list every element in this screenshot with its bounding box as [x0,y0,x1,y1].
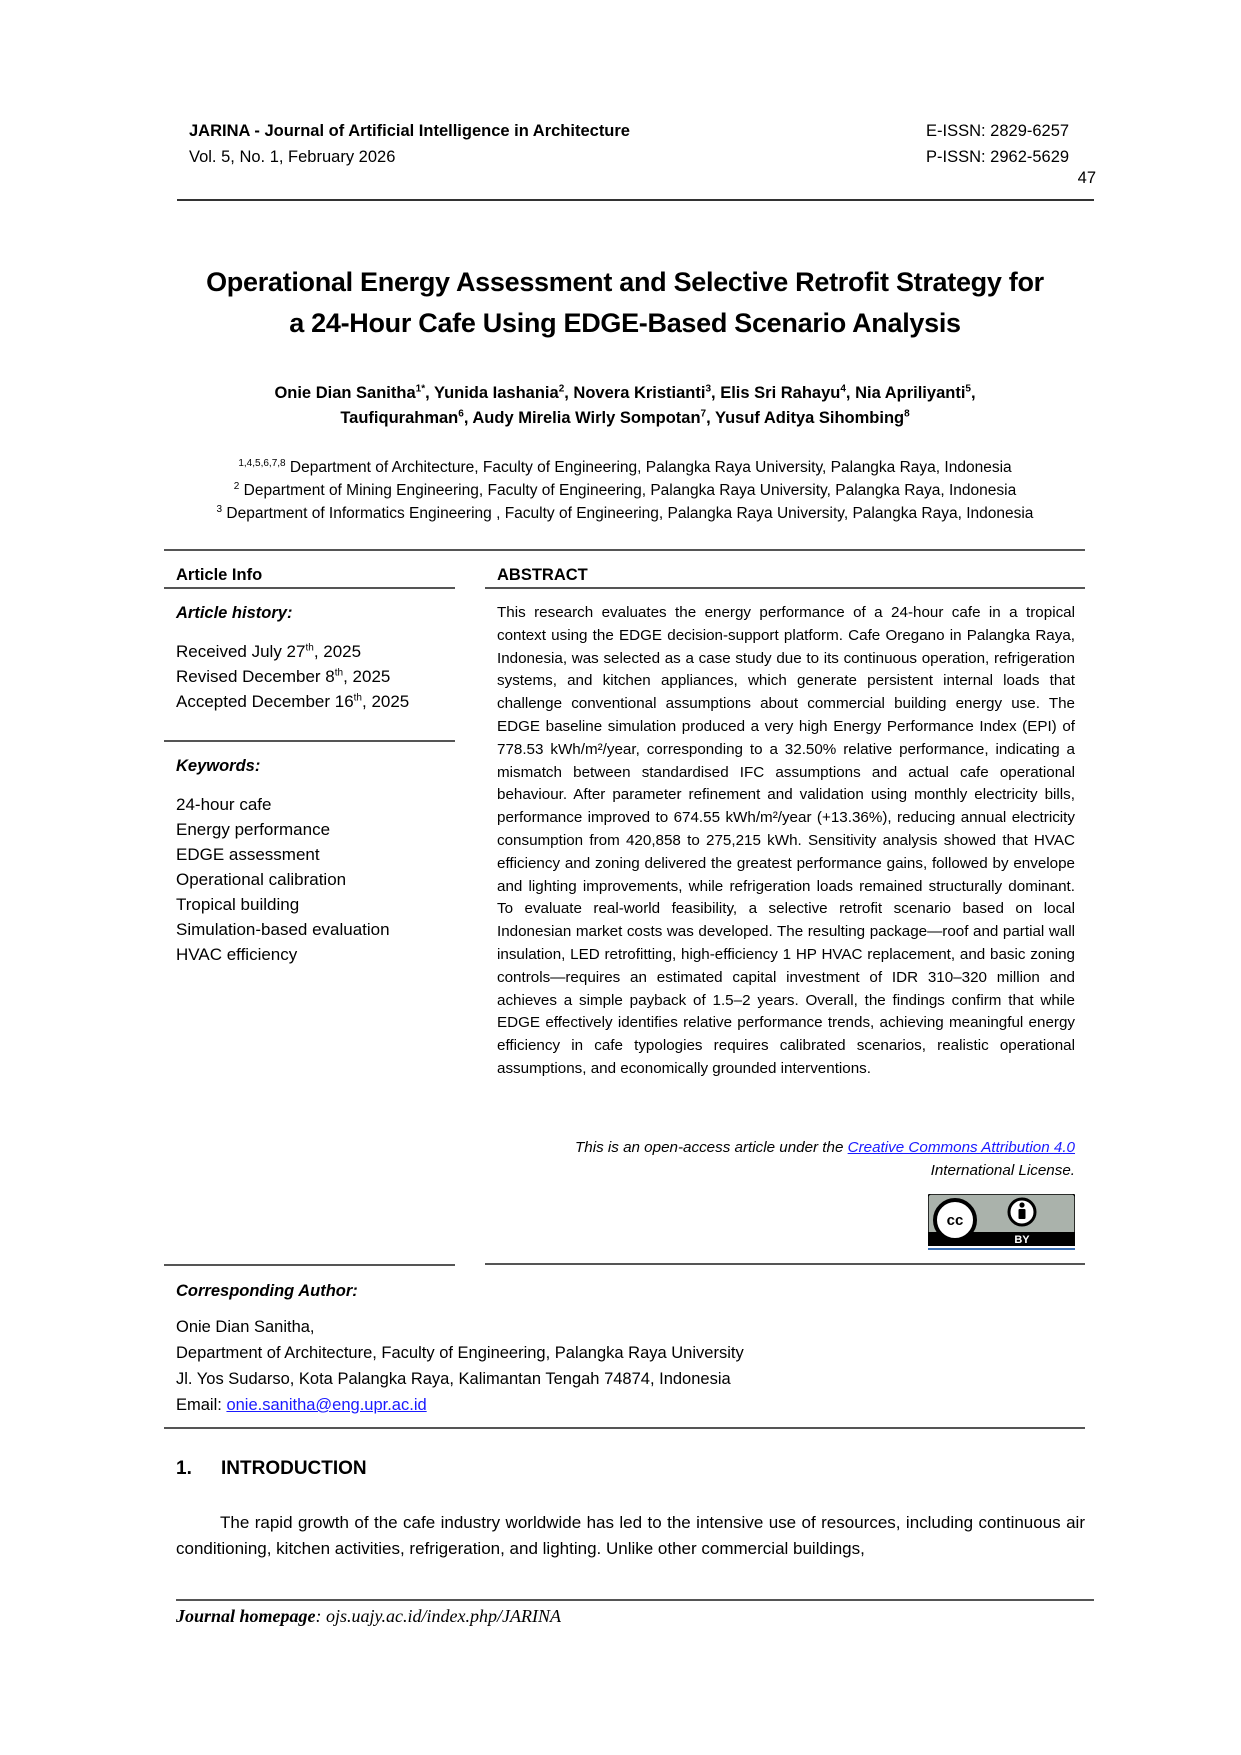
email-label: Email: [176,1396,227,1414]
article-info-divider [164,587,455,589]
affiliation-text: Department of Mining Engineering, Faculty of Engineering, Palangka Raya University, Palangka Raya, Indonesia [239,482,1017,499]
corresponding-bottom-divider [164,1427,1085,1429]
affiliation-text: Department of Architecture, Faculty of Engineering, Palangka Raya University, Palangka Raya, Indonesia [285,459,1012,476]
history-sup: th [305,642,314,654]
history-year: , 2025 [343,667,391,686]
keyword: Operational calibration [176,870,347,889]
keywords-heading: Keywords: [176,757,261,775]
author-name: Onie Dian Sanitha [274,384,416,402]
section-number: 1. [176,1458,192,1479]
author-name: Novera Kristianti [573,384,706,402]
history-text: Accepted December 16 [176,692,354,711]
keywords-divider [164,740,455,742]
authors-line-1: Onie Dian Sanitha$^{1*}$, Yunida Iashania$^2$, Novera Kristianti$^3$, Elis Sri Rahayu$^4$, Nia Apriliyanti$^5$, [274,383,976,402]
affiliation-sup: 3 [216,503,223,515]
history-revised [176,664,409,689]
history-year: , 2025 [362,692,410,711]
affiliation [160,479,1090,502]
affiliation [160,502,1090,525]
journal-volume: Vol. 5, No. 1, February 2026 [189,148,396,166]
corresponding-address: Jl. Yos Sudarso, Kota Palangka Raya, Kalimantan Tengah 74874, Indonesia [176,1370,731,1388]
corresponding-department: Department of Architecture, Faculty of Engineering, Palangka Raya University [176,1344,744,1362]
author-name: Audy Mirelia Wirly Sompotan [472,409,701,427]
homepage-label: Journal homepage [176,1606,316,1626]
corresponding-email-row [176,1392,744,1418]
journal-header-right [926,118,1094,170]
cc-badge-left: cc [946,1212,964,1229]
email-link[interactable]: onie.sanitha@eng.upr.ac.id [226,1396,427,1414]
info-top-divider [164,549,1085,551]
affiliation-sup: 2 [233,480,240,492]
keyword: EDGE assessment [176,845,320,864]
title-line-1: Operational Energy Assessment and Selective Retrofit Strategy for [206,267,1044,297]
introduction-paragraph: The rapid growth of the cafe industry worldwide has led to the intensive use of resources, including continuous air conditioning, kitchen activities, refrigeration, and lighting. Unlike other commercial buildings, [176,1513,1085,1558]
license-suffix: International License. [930,1162,1075,1179]
history-received [176,639,409,664]
corresponding-name: Onie Dian Sanitha, [176,1318,315,1336]
author-sup: 3 [705,383,712,395]
history-year: , 2025 [313,642,362,661]
author-sup: 7 [700,408,707,420]
journal-header-left [189,118,630,170]
license-notice [497,1136,1075,1182]
badge-underline [928,1248,1075,1250]
history-text: Revised December 8 [176,667,335,686]
article-info-bottom-divider [164,1264,455,1266]
history-accepted [176,689,409,714]
author-sup: 5 [965,383,971,395]
header-divider [177,199,1094,201]
article-info-heading: Article Info [176,566,263,584]
abstract-text: This research evaluates the energy performance of a 24-hour cafe in a tropical context using the EDGE decision-support platform. Cafe Oregano in Palangka Raya, Indonesia, was selected as a case study due to its continuous operation, refrigeration systems, and kitchen appliances, which generate persistent internal loads that challenge conventional assumptions about commercial building energy use. The EDGE baseline simulation produced a very high Energy Performance Index (EPI) of 778.53 kWh/m²/year, corresponding to a 32.50% relative performance, indicating a mismatch between standardised IFC assumptions and actual cafe operational behaviour. After parameter refinement and validation using monthly electricity bills, performance improved to 674.55 kWh/m²/year (+13.36%), reducing annual electricity consumption from 420,858 to 275,215 kWh. Sensitivity analysis showed that HVAC efficiency and zoning delivered the greatest performance gains, followed by envelope and lighting improvements, while refrigeration loads remained structurally dominant. To evaluate real-world feasibility, a selective retrofit scenario based on local Indonesian market costs was developed. The resulting package—roof and partial wall insulation, LED retrofitting, high-efficiency 1 HP HVAC replacement, and basic zoning controls—requires an estimated capital investment of IDR 310–320 million and achieves a simple payback of 1.5–2 years. Overall, the findings confirm that while EDGE effectively identifies relative performance trends, achieving meaningful energy efficiency in cafe typologies requires calibrated scenarios, realistic operational assumptions, and economically grounded interventions. [497,604,1075,1077]
keywords-list [176,792,390,967]
affiliation-sup: 1,4,5,6,7,8 [238,457,286,469]
author-name: Nia Apriliyanti [855,384,966,402]
corresponding-heading: Corresponding Author: [176,1282,358,1300]
license-prefix: This is an open-access article under the [574,1139,848,1156]
author-name: Taufiqurahman [340,409,459,427]
page-number: 47 [1077,169,1096,187]
journal-homepage [176,1606,561,1627]
keyword: HVAC efficiency [176,945,298,964]
eissn: E-ISSN: 2829-6257 [926,122,1070,140]
keyword: Energy performance [176,820,331,839]
title-line-2: a 24-Hour Cafe Using EDGE-Based Scenario Analysis [289,308,961,338]
footer-divider [176,1599,1094,1601]
affiliation-text: Department of Informatics Engineering , Faculty of Engineering, Palangka Raya University, Palangka Raya, Indonesia [222,505,1034,522]
article-history-heading: Article history: [176,604,293,622]
cc-badge-right: BY [1014,1234,1030,1246]
keyword: Simulation-based evaluation [176,920,390,939]
section-heading-introduction [176,1458,367,1480]
pissn: P-ISSN: 2962-5629 [926,148,1070,166]
history-text: Received July 27 [176,642,306,661]
keyword: Tropical building [176,895,300,914]
cc-by-icon [928,1194,1075,1246]
author-list [160,381,1090,431]
author-name: Elis Sri Rahayu [720,384,841,402]
history-sup: th [334,667,344,679]
author-sup: 1* [415,383,426,395]
author-name: Yunida Iashania [433,384,559,402]
corresponding-author [176,1278,744,1418]
author-sup: 2 [558,383,565,395]
abstract-heading: ABSTRACT [497,566,588,584]
author-sup: 6 [458,408,464,420]
paper-title [160,262,1090,344]
abstract-bottom-divider [485,1263,1085,1265]
article-history [176,639,409,714]
section-title: INTRODUCTION [221,1458,367,1479]
author-sup: 8 [904,408,910,420]
abstract-divider [485,587,1085,589]
journal-name: JARINA - Journal of Artificial Intelligence in Architecture [189,122,630,140]
affiliation [160,456,1090,479]
homepage-url[interactable]: : ojs.uajy.ac.id/index.php/JARINA [315,1606,561,1626]
keyword: 24-hour cafe [176,795,272,814]
author-sup: 4 [840,383,846,395]
cc-by-badge[interactable] [928,1194,1075,1246]
affiliations [160,456,1090,525]
author-name: Yusuf Aditya Sihombing [714,409,905,427]
history-sup: th [353,692,362,704]
authors-line-2: Taufiqurahman$^6$, Audy Mirelia Wirly Sompotan$^7$, Yusuf Aditya Sihombing$^8$ [340,408,910,427]
license-link[interactable]: Creative Commons Attribution 4.0 [847,1139,1075,1156]
